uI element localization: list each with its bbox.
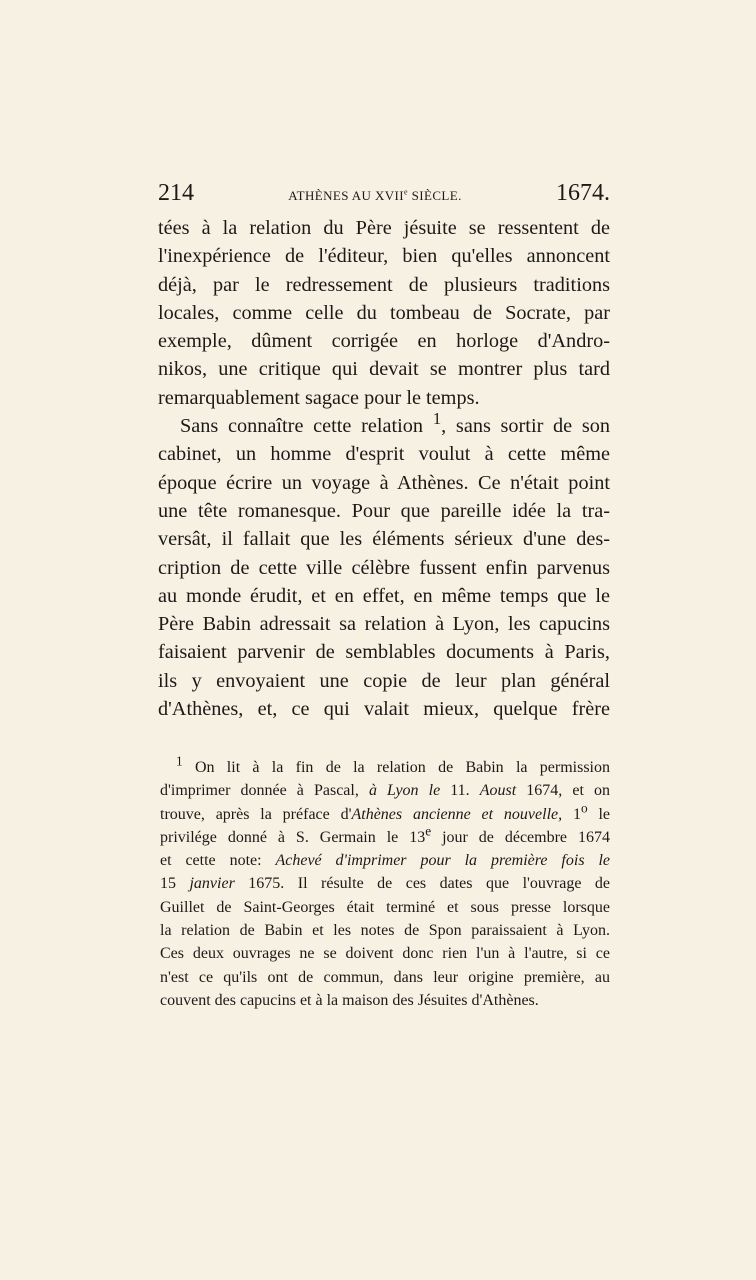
footnote (160, 753, 611, 1012)
text-line: Père Babin adressait sa relation à Lyon, les capucins (158, 613, 610, 636)
text-line: ils y envoyaient une copie de leur plan général (158, 669, 610, 692)
footnote-line: couvent des capucins et à la maison des Jésuites d'Athènes. (160, 991, 539, 1009)
text-line: époque écrire un voyage à Athènes. Ce n'était point (158, 471, 610, 494)
text-line: une tête romanesque. Pour que pareille idée la tra- (158, 499, 610, 522)
text-line: cabinet, un homme d'esprit voulut à cette même (158, 443, 610, 466)
text-line: versât, il fallait que les éléments sérieux d'une des- (158, 528, 610, 551)
text-line: d'Athènes, et, ce qui valait mieux, quelque frère (158, 698, 610, 721)
text-line: cription de cette ville célèbre fussent enfin parvenus (158, 556, 610, 579)
header-year: 1674. (556, 180, 610, 206)
footnote-text: 1674, et on (516, 782, 611, 800)
text-line: nikos, une critique qui devait se montrer plus tard (158, 358, 610, 381)
footnote-line (160, 779, 610, 802)
running-title-end: SIÈCLE. (407, 188, 462, 203)
page-number: 214 (158, 180, 194, 206)
running-header (158, 180, 610, 210)
text-line: l'inexpérience de l'éditeur, bien qu'elles annoncent (158, 245, 610, 268)
footnote-text: 11. (440, 782, 480, 800)
running-title (288, 188, 462, 204)
footnote-sup: o (580, 800, 588, 816)
footnote-text: jour de décembre 1674 (431, 828, 610, 846)
footnote-italic: janvier (189, 875, 235, 893)
footnote-line (160, 849, 610, 872)
running-title-sup: e (404, 187, 408, 197)
text-line: exemple, dûment corrigée en horloge d'Andro- (158, 330, 610, 353)
text-line: déjà, par le redressement de plusieurs traditions (158, 273, 610, 296)
text-line: remarquablement sagace pour le temps. (158, 386, 480, 409)
text-line: locales, comme celle du tombeau de Socrate, par (158, 301, 610, 324)
footnote-line: n'est ce qu'ils ont de commun, dans leur origine première, au (160, 968, 610, 986)
footnote-italic: Athènes ancienne et nouvelle, (351, 805, 563, 823)
footnote-text: 1675. Il résulte de ces dates que l'ouvrage de (234, 875, 611, 893)
footnote-italic: Achevé d'imprimer pour la première fois le (275, 852, 610, 870)
text-line (158, 409, 611, 440)
text-line: faisaient parvenir de semblables documents à Paris, (158, 641, 610, 664)
footnote-text: On lit à la fin de la relation de Babin la permission (194, 759, 611, 776)
footnote-line: Ces deux ouvrages ne se doivent donc rien l'un à l'autre, si ce (160, 945, 610, 963)
text-line: tées à la relation du Père jésuite se ressentent de (158, 217, 610, 239)
footnote-text: trouve, après la préface d' (160, 805, 352, 823)
footnote-line: la relation de Babin et les notes de Spon paraissaient à Lyon. (160, 922, 610, 940)
footnote-line: Guillet de Saint-Georges était terminé et sous presse lorsque (160, 898, 610, 916)
footnote-sup: e (425, 823, 432, 839)
footnote-text: et cette note: (160, 852, 276, 870)
footnote-text: d'imprimer donnée à Pascal, (160, 782, 369, 800)
footnote-line (160, 753, 611, 779)
main-text (158, 214, 610, 723)
footnote-line (160, 823, 610, 849)
text-line-start: Sans connaître cette relation (180, 415, 424, 438)
footnote-text: le (587, 805, 611, 823)
text-line: au monde érudit, et en effet, en même temps que le (158, 584, 610, 607)
running-title-text: ATHÈNES AU XVII (288, 188, 405, 203)
footnote-text: 15 (160, 875, 190, 893)
footnote-italic: à Lyon le (368, 782, 441, 800)
footnote-reference: 1 (432, 409, 442, 429)
footnote-text: 1 (562, 805, 581, 823)
footnote-italic: Aoust (479, 782, 517, 800)
footnote-line (160, 800, 611, 826)
text-line-end: , sans sortir de son (441, 415, 611, 438)
footnote-marker: 1 (176, 753, 183, 769)
footnote-line (160, 872, 610, 895)
footnote-text: privilége donné à S. Germain le 13 (160, 828, 426, 846)
